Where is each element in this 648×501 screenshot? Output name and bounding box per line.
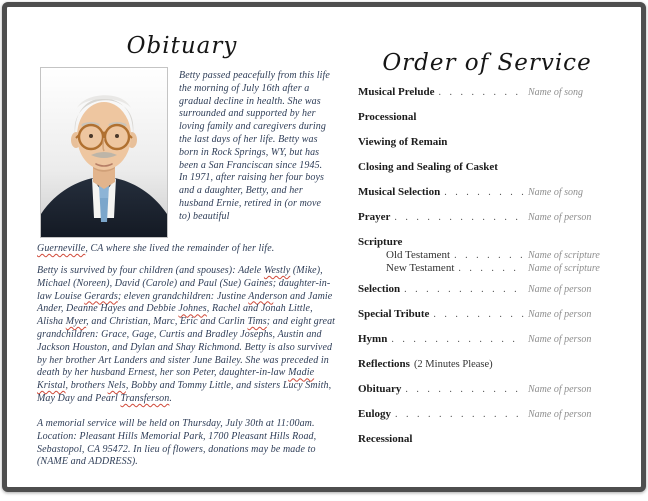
- service-item-label: Musical Selection: [358, 186, 441, 198]
- dotted-leader: [404, 284, 524, 295]
- service-item-processional: [358, 111, 616, 124]
- portrait-illustration: [41, 68, 167, 237]
- service-item-musical-prelude: [358, 86, 616, 99]
- order-of-service-list: [358, 86, 616, 458]
- obituary-paragraph-memorial: A memorial service will be held on Thursday, July 30th at 11:00am. Location: Pleasant Hills Memorial Park, 1700 Pleasant Hills Road, Sebastopol, CA 95472. In lieu of flowers, donations may be made to (NAME and ADDRESS).: [37, 418, 317, 468]
- dotted-leader: [454, 250, 524, 261]
- service-item-closing-casket: [358, 161, 616, 174]
- dotted-leader: [391, 334, 524, 345]
- service-item-label: Obituary: [358, 383, 402, 395]
- obituary-paragraph-beside-photo: Betty passed peacefully from this life the morning of July 16th after a gradual decline in health. She was surrounded and supported by her loving family and caregivers during the last days of her life. Betty was born in Rock Springs, WY, but has been a San Franciscan since 1945. In 1971, after raising her four boys and a daughter, Betty, and her husband Ernie, retired in (or move to) beautiful: [179, 70, 330, 222]
- service-item-label: Musical Prelude: [358, 86, 435, 98]
- service-item-note: (2 Minutes Please): [413, 359, 493, 370]
- service-item-special-tribute: [358, 308, 616, 321]
- service-item-value: Name of person: [528, 384, 592, 395]
- service-item-label: Prayer: [358, 211, 391, 223]
- funeral-program-page: [2, 2, 646, 492]
- service-item-label: Old Testament: [386, 249, 451, 261]
- dotted-leader: [458, 263, 524, 274]
- portrait-photo: [40, 67, 168, 238]
- order-of-service-title: Order of Service: [382, 50, 592, 76]
- dotted-leader: [438, 87, 524, 98]
- obituary-title: Obituary: [126, 33, 238, 59]
- service-item-label: Closing and Sealing of Casket: [358, 161, 498, 173]
- dotted-leader: [394, 212, 524, 223]
- service-item-label: Selection: [358, 283, 401, 295]
- dotted-leader: [433, 309, 524, 320]
- service-item-label: Reflections: [358, 358, 410, 370]
- obituary-paragraph-survivors: Betty is survived by four children (and spouses): Adele Westly (Mike), Michael (Noreen), David (Carole) and Paul (Sue) Gaines; daughter-in-law Louise Gerards; eleven grandchildren: Justine Anderson and Jamie Ander, Deanne Hayes and Debbie Johnes, Rachel and Jonah Little, Alisha Myer, and Christian, Marc, Eric and Carlin Tims; and eight great grandchildren: Grace, Gage, Curtis and Bradley Josephs, Austin and Jackson Houston, and Dylan and Shay Richmond. Betty is also survived by her brother Art Landers and sister June Bailey. She was preceded in death by her husband Ernest, her son Peter, daughter-in-law Madie Kristal, brothers Nels, Bobby and Tommy Little, and sisters Lucy Smith, May Day and Pearl Transferson.: [37, 265, 336, 404]
- service-item-value: Name of scripture: [528, 263, 600, 274]
- service-item-label: Eulogy: [358, 408, 392, 420]
- service-item-value: Name of song: [528, 187, 583, 198]
- service-item-reflections: [358, 358, 616, 371]
- service-item-obituary: [358, 383, 616, 396]
- service-item-viewing-of-remain: [358, 136, 616, 149]
- service-item-selection: [358, 283, 616, 296]
- service-item-value: Name of song: [528, 87, 583, 98]
- obituary-paragraph-continuation: Guerneville, CA where she lived the remainder of her life.: [37, 243, 275, 254]
- service-item-label: Scripture: [358, 236, 403, 248]
- service-item-label: Processional: [358, 111, 417, 123]
- service-item-eulogy: [358, 408, 616, 421]
- service-item-value: Name of person: [528, 334, 592, 345]
- dotted-leader: [395, 409, 524, 420]
- service-item-recessional: [358, 433, 616, 446]
- service-item-scripture: [358, 236, 616, 249]
- service-item-label: Recessional: [358, 433, 413, 445]
- service-item-value: Name of person: [528, 409, 592, 420]
- service-item-value: Name of person: [528, 309, 592, 320]
- service-item-label: Viewing of Remain: [358, 136, 448, 148]
- dotted-leader: [405, 384, 524, 395]
- service-item-new-testament: [358, 262, 616, 275]
- service-item-value: Name of scripture: [528, 250, 600, 261]
- service-item-old-testament: [358, 249, 616, 262]
- service-item-label: Special Tribute: [358, 308, 430, 320]
- service-item-hymn: [358, 333, 616, 346]
- service-item-value: Name of person: [528, 284, 592, 295]
- dotted-leader: [444, 187, 524, 198]
- service-item-musical-selection: [358, 186, 616, 199]
- service-item-label: Hymn: [358, 333, 388, 345]
- service-item-prayer: [358, 211, 616, 224]
- service-item-value: Name of person: [528, 212, 592, 223]
- service-item-label: New Testament: [386, 262, 455, 274]
